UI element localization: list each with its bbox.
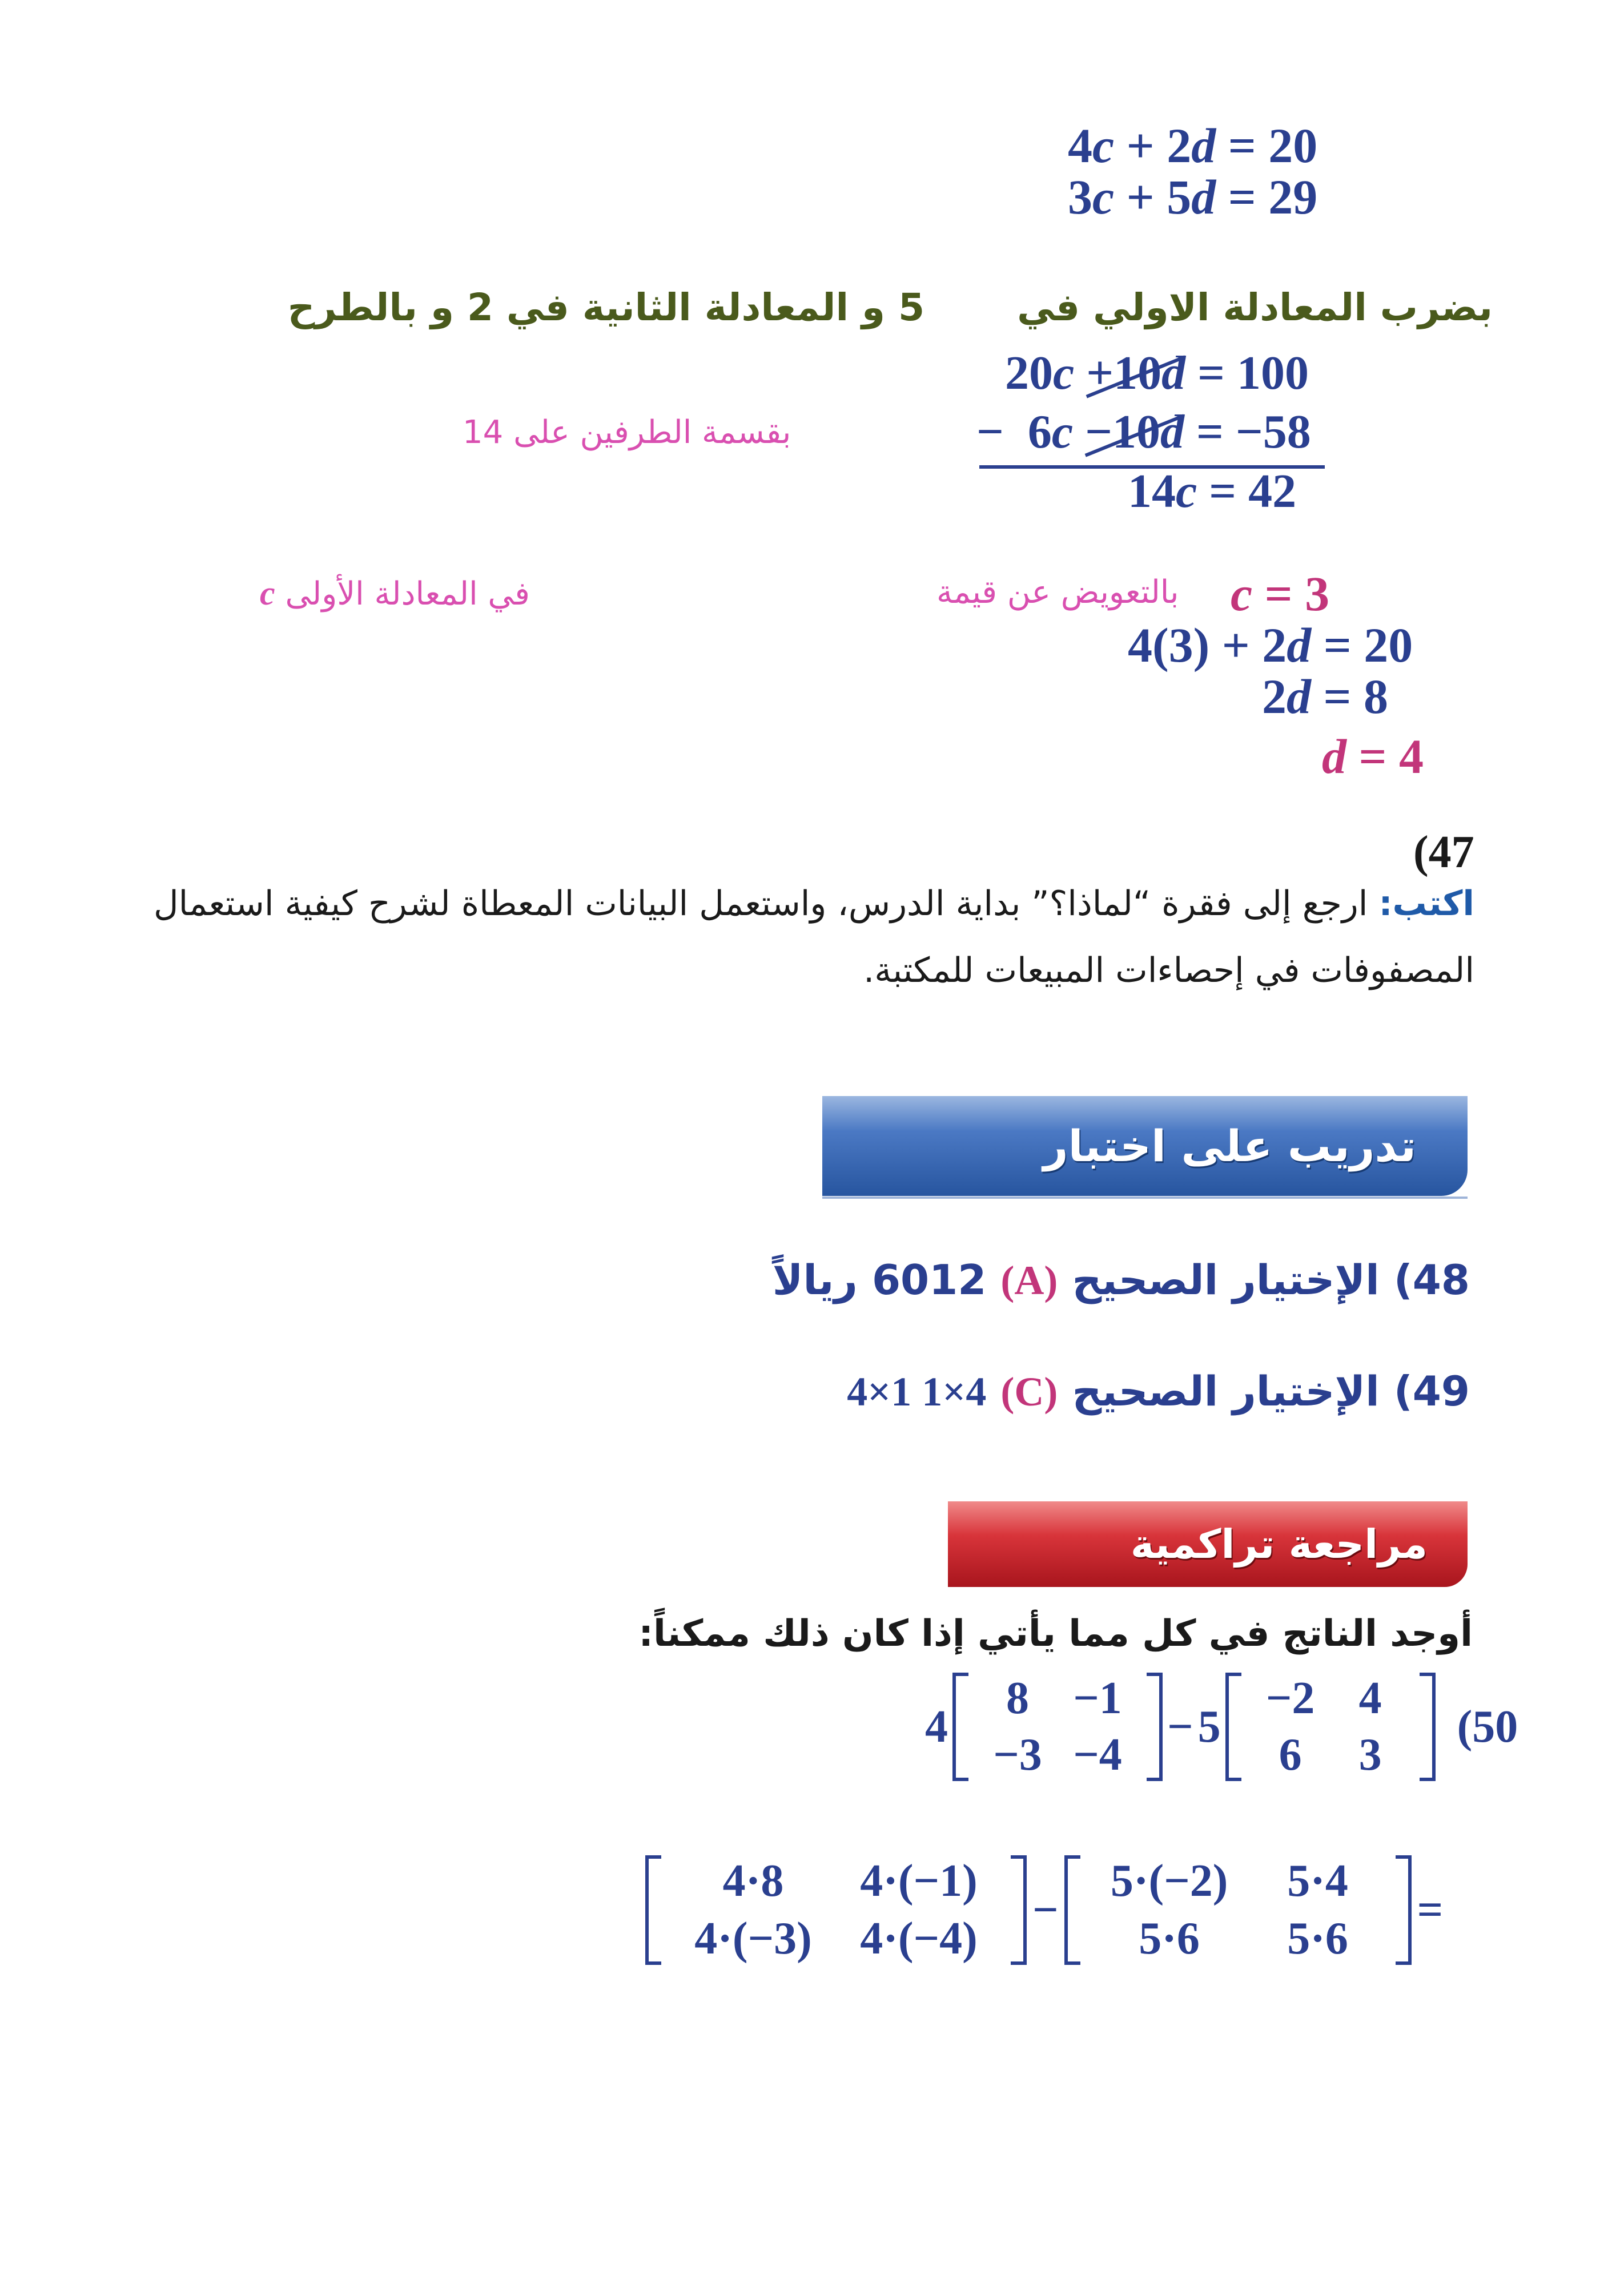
matrix-1 [952, 1673, 1163, 1781]
matrix-2-cell: 6 [1279, 1730, 1302, 1780]
question-50 [925, 1673, 1518, 1781]
minus-sign: − [1167, 1701, 1193, 1752]
elimination-row-1: 20c +10d = 100 [1005, 347, 1309, 400]
expanded-matrix-1-cell: 4·(−3) [694, 1914, 812, 1964]
expansion-minus: − [1032, 1884, 1059, 1935]
expansion [645, 1855, 1443, 1965]
expansion-equals: = [1417, 1884, 1444, 1935]
elimination-result: 14c = 42 [1128, 465, 1297, 518]
question-48: 48) الإختيار الصحيح (A) 6012 ريالاً [772, 1256, 1470, 1304]
question-49: 49) الإختيار الصحيح (C) 4×1 1×4 [847, 1367, 1470, 1415]
matrix-1-cell: −4 [1073, 1730, 1122, 1780]
cumulative-review-banner-title: مراجعة تراكمية [1130, 1521, 1428, 1568]
expanded-matrix-1 [645, 1855, 1027, 1965]
scalar-4: 4 [925, 1701, 948, 1752]
cancelled-term: +10d [1086, 347, 1186, 400]
matrix-1-cell: −3 [993, 1730, 1042, 1780]
elimination-row-2: − 6c −10d = −58 [976, 405, 1311, 458]
matrix-2-cell: 4 [1358, 1673, 1382, 1723]
system-equation-1: 4c + 2d = 20 [1068, 118, 1318, 173]
question-47-label: اكتب: [1378, 884, 1474, 924]
question-47-line-1: اكتب: ارجع إلى فقرة “لماذا؟” بداية الدرس، واستعمل البيانات المعطاة لشرح كيفية استعمال [154, 884, 1474, 924]
expanded-matrix-2 [1064, 1855, 1412, 1965]
expanded-matrix-2-cell: 5·6 [1139, 1914, 1200, 1964]
divide-note: بقسمة الطرفين على 14 [463, 414, 791, 451]
elimination-heading-part2: 5 و المعادلة الثانية في 2 و بالطرح [287, 285, 924, 329]
question-47-number: (47 [1413, 827, 1474, 877]
elimination-heading-part1: بضرب المعادلة الاولي في [1017, 285, 1493, 329]
matrix-2-cell: −2 [1265, 1673, 1315, 1723]
expanded-matrix-2-cell: 5·4 [1287, 1856, 1348, 1906]
cumulative-review-banner [948, 1501, 1468, 1587]
system-equation-2: 3c + 5d = 29 [1068, 170, 1318, 224]
question-50-number: (50 [1457, 1701, 1518, 1752]
expanded-matrix-2-cell: 5·6 [1287, 1914, 1348, 1964]
substitution-note-end: c في المعادلة الأولى [260, 574, 530, 613]
expanded-matrix-1-cell: 4·(−1) [860, 1856, 978, 1906]
test-practice-banner [822, 1096, 1468, 1196]
matrix-2-cell: 3 [1358, 1730, 1382, 1780]
test-practice-banner-title: تدريب على اختبار [1043, 1121, 1416, 1171]
substitution-note: بالتعويض عن قيمة [936, 574, 1179, 611]
expanded-matrix-1-cell: 4·(−4) [860, 1914, 978, 1964]
cancelled-term: −10d [1085, 405, 1185, 458]
review-instruction: أوجد الناتج في كل مما يأتي إذا كان ذلك ممكناً: [638, 1613, 1473, 1655]
c-value: c = 3 [1231, 566, 1330, 621]
matrix-1-cell: −1 [1073, 1673, 1122, 1723]
question-47-line-2: المصفوفات في إحصاءات المبيعات للمكتبة. [863, 950, 1474, 990]
substitution-line-2: 2d = 8 [1262, 669, 1389, 724]
expanded-matrix-2-cell: 5·(−2) [1110, 1856, 1228, 1906]
matrix-1-cell: 8 [1006, 1673, 1029, 1723]
scalar-5: 5 [1197, 1701, 1221, 1752]
expanded-matrix-1-cell: 4·8 [722, 1856, 784, 1906]
matrix-2 [1225, 1673, 1436, 1781]
substitution-line-1: 4(3) + 2d = 20 [1128, 618, 1413, 672]
banner-underline [822, 1197, 1468, 1199]
d-value: d = 4 [1322, 729, 1424, 784]
